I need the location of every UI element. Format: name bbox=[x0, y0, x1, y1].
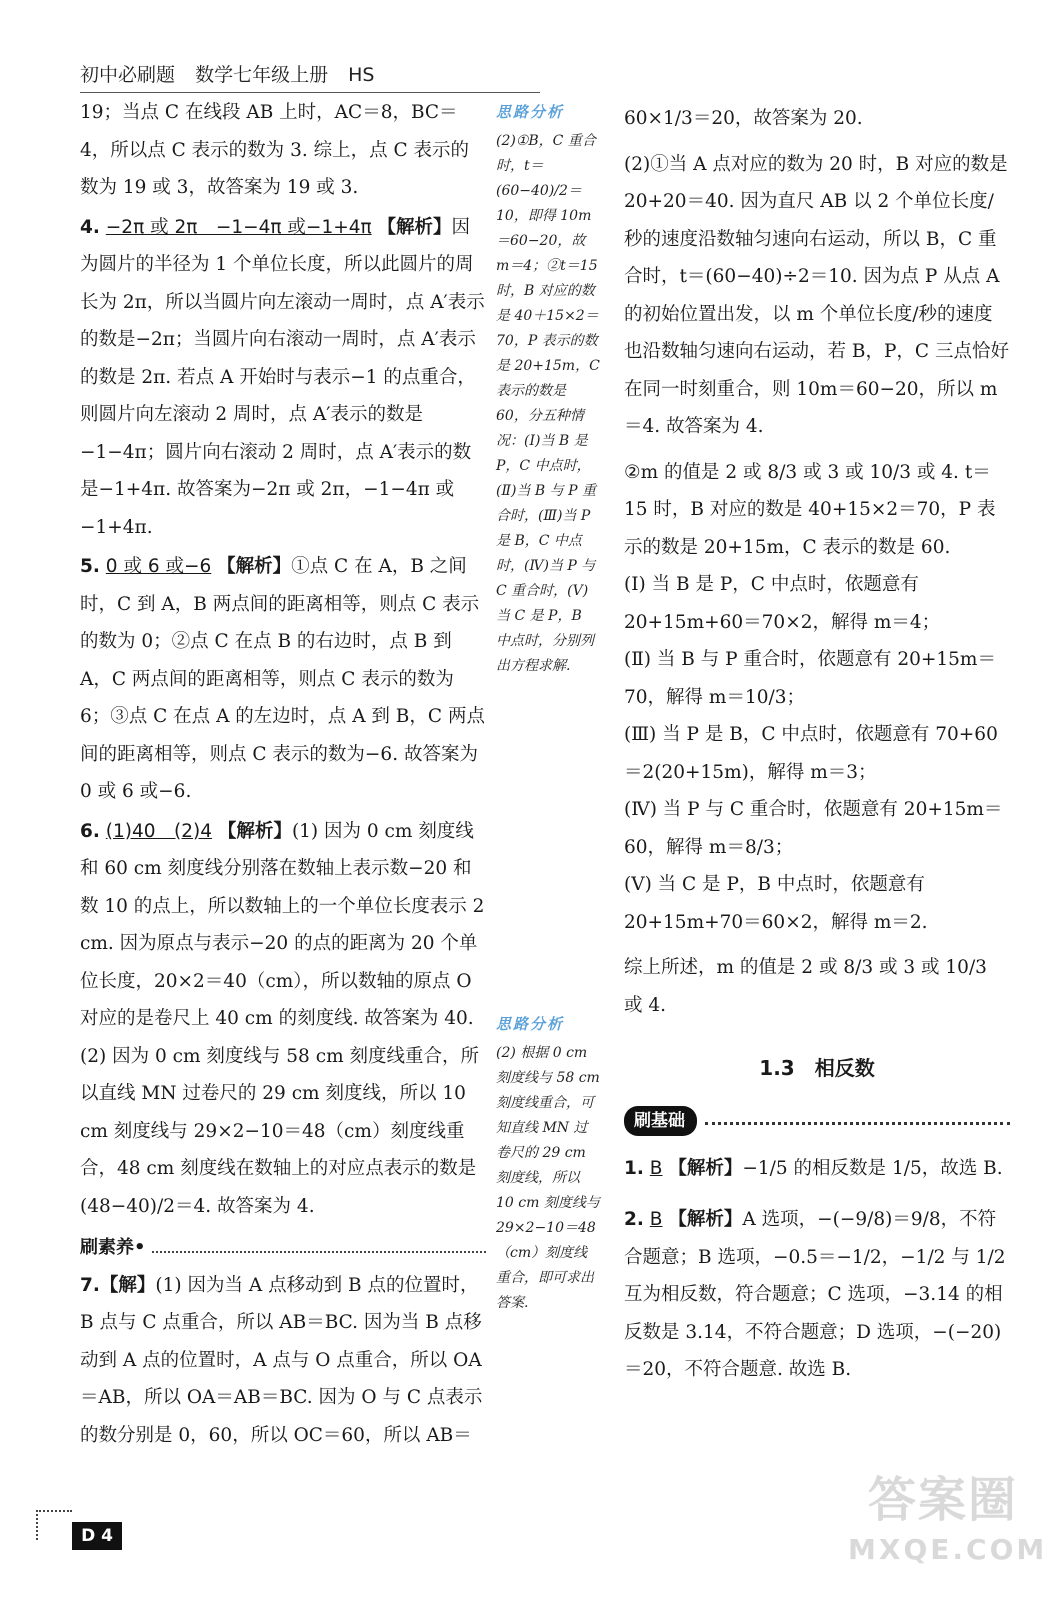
book-title: 初中必刷题 bbox=[80, 64, 176, 86]
question-text: (1) 因为 0 cm 刻度线和 60 cm 刻度线分别落在数轴上表示数−20 和数 10 的点上，所以数轴上的一个单位长度表示 2 cm. 因为原点与表示−20 的点的距离为 20 个单位长度，20×2＝40（cm），所以数轴的原点 O 对应的是卷尺上 40 cm 的刻度线. 故答案为 40. bbox=[80, 820, 485, 1029]
question-number: 5. bbox=[80, 556, 100, 577]
sidebar-text: (2)①B，C 重合时，t＝(60−40)/2＝10，即得 10m＝60−20，故 m＝4；②t＝15 时，B 对应的数是 40＋15×2＝70，P 表示的数是 20+15m，C 表示的数是 60，分五种情况：(Ⅰ)当 B 是 P，C 中点时，(Ⅱ)当 B 与 P 重合时，(Ⅲ)当 P 是 B，C 中点时，(Ⅳ)当 P 与 C 重合时，(Ⅴ)当 C 是 P，B 中点时，分别列出方程求解. bbox=[496, 133, 600, 674]
suyang-heading bbox=[80, 1229, 486, 1267]
basics-badge: 刷基础 bbox=[624, 1106, 697, 1136]
sidebar-analysis-1 bbox=[496, 100, 600, 679]
page-header bbox=[80, 60, 540, 93]
paragraph: 19；当点 C 在线段 AB 上时，AC＝8，BC＝4，所以点 C 表示的数为 3. 综上，点 C 表示的数为 19 或 3，故答案为 19 或 3. bbox=[80, 102, 470, 198]
paragraph: (2) 因为 0 cm 刻度线与 58 cm 刻度线重合，所以直线 MN 过卷尺的 29 cm 刻度线，所以 10 cm 刻度线与 29×2−10＝48（cm）刻度线重合，48 cm 刻度线在数轴上的对应点表示的数是 (48−40)/2＝4. 故答案为 4. bbox=[80, 1045, 479, 1217]
question-text: (1) 因为当 A 点移动到 B 点的位置时，B 点与 C 点重合，所以 AB＝BC. 因为当 B 点移动到 A 点的位置时，A 点与 O 点重合，所以 OA＝AB，所以 OA＝AB＝BC. 因为 O 与 C 点表示的数分别是 0，60，所以 OC＝60，所以 AB＝ bbox=[80, 1274, 483, 1446]
basics-heading bbox=[624, 1106, 1010, 1136]
paragraph: (Ⅳ) 当 P 与 C 重合时，依题意有 20+15m＝60，解得 m＝8/3； bbox=[624, 799, 1003, 858]
page-corner-decoration bbox=[36, 1510, 72, 1540]
jiexi-label: 【解析】 bbox=[217, 556, 292, 577]
paragraph: (2)①当 A 点对应的数为 20 时，B 对应的数是 20+20＝40. 因为直尺 AB 以 2 个单位长度/秒的速度沿数轴匀速向右运动，所以 B，C 重合时，t＝(60−40)÷2＝10. 因为点 P 从点 A 的初始位置出发，以 m 个单位长度/秒的速度也沿数轴匀速向右运动，若 B，P，C 三点恰好在同一时刻重合，则 10m＝60−20，所以 m＝4. 故答案为 4. bbox=[624, 153, 1009, 437]
paragraph: (Ⅰ) 当 B 是 P，C 中点时，依题意有 20+15m+60＝70×2，解得 m＝4； bbox=[624, 574, 941, 633]
watermark-url: MXQE.COM bbox=[848, 1533, 1048, 1566]
page-number: D 4 bbox=[72, 1522, 122, 1550]
question-text: 因为圆片的半径为 1 个单位长度，所以此圆片的周长为 2π，所以当圆片向左滚动一周时，点 A′表示的数是−2π；当圆片向右滚动一周时，点 A′表示的数是 2π. 若点 A 开始时与表示−1 的点重合，则圆片向左滚动 2 周时，点 A′表示的数是−1−4π；圆片向右滚动 2 周时，点 A′表示的数是−1+4π. 故答案为−2π 或 2π，−1−4π 或−1+4π. bbox=[80, 216, 485, 538]
sidebar-title: 思路分析 bbox=[496, 103, 565, 121]
question-6 bbox=[80, 813, 486, 1038]
jiexi-label: 【解析】 bbox=[377, 216, 452, 238]
sidebar-title: 思路分析 bbox=[496, 1015, 565, 1033]
right-column bbox=[624, 100, 1010, 1389]
divider bbox=[152, 1251, 486, 1253]
question-text: A 选项，−(−9/8)＝9/8，不符合题意；B 选项，−0.5＝−1/2，−1/2 与 1/2 互为相反数，符合题意；C 选项，−3.14 的相反数是 3.14，不符合题意；D 选项，−(−20)＝20，不符合题意. 故选 B. bbox=[624, 1209, 1006, 1380]
paragraph: ②m 的值是 2 或 8/3 或 3 或 10/3 或 4. t＝15 时，B 对应的数是 40+15×2＝70，P 表示的数是 20+15m，C 表示的数是 60. bbox=[624, 461, 996, 558]
question-number: 6. bbox=[80, 820, 100, 842]
jiexi-label: 【解析】 bbox=[217, 820, 292, 842]
paragraph: (Ⅲ) 当 P 是 B，C 中点时，依题意有 70+60＝2(20+15m)，解得 m＝3； bbox=[624, 724, 998, 783]
sidebar-analysis-2 bbox=[496, 1012, 600, 1316]
question-4 bbox=[80, 209, 486, 547]
jiexi-label: 【解析】 bbox=[668, 1209, 743, 1230]
subject-title: 数学七年级上册 bbox=[195, 64, 329, 86]
answer: B bbox=[649, 1157, 663, 1179]
watermark-logo bbox=[848, 1470, 1048, 1590]
question-5 bbox=[80, 548, 486, 811]
basic-question-2 bbox=[624, 1201, 1010, 1389]
left-column bbox=[80, 94, 486, 1454]
question-number: 1. bbox=[624, 1157, 644, 1179]
sidebar-text: (2) 根据 0 cm 刻度线与 58 cm 刻度线重合，可知直线 MN 过卷尺的 29 cm 刻度线，所以 10 cm 刻度线与 29×2−10＝48（cm）刻度线重合，即可求出答案. bbox=[496, 1045, 600, 1311]
answer: −2π 或 2π −1−4π 或−1+4π bbox=[105, 216, 372, 238]
question-number: 4. bbox=[80, 216, 100, 238]
paragraph: (Ⅴ) 当 C 是 P，B 中点时，依题意有 20+15m+70＝60×2，解得 m＝2. bbox=[624, 874, 928, 933]
section-title: 1.3 相反数 bbox=[759, 1056, 875, 1080]
paragraph: 60×1/3＝20，故答案为 20. bbox=[624, 108, 863, 129]
jiexi-label: 【解析】 bbox=[668, 1157, 743, 1179]
watermark-text: 答案圈 bbox=[867, 1472, 1018, 1528]
answer: (1)40 (2)4 bbox=[105, 820, 213, 842]
question-number: 7. bbox=[80, 1274, 100, 1296]
question-number: 2. bbox=[624, 1209, 644, 1230]
answer: B bbox=[649, 1209, 663, 1230]
question-text: ①点 C 在 A，B 之间时，C 到 A，B 两点间的距离相等，则点 C 表示的数为 0；②点 C 在点 B 的右边时，点 B 到 A，C 两点间的距离相等，则点 C 表示的数为 6；③点 C 在点 A 的左边时，点 A 到 B，C 两点间的距离相等，则点 C 表示的数为−6. 故答案为 0 或 6 或−6. bbox=[80, 556, 485, 802]
basic-question-1 bbox=[624, 1150, 1010, 1188]
suyang-label: 刷素养• bbox=[80, 1237, 146, 1258]
answer: 0 或 6 或−6 bbox=[105, 556, 212, 577]
paragraph: (Ⅱ) 当 B 与 P 重合时，依题意有 20+15m＝70，解得 m＝10/3； bbox=[624, 649, 996, 708]
paragraph: 综上所述，m 的值是 2 或 8/3 或 3 或 10/3 或 4. bbox=[624, 957, 987, 1016]
edition-label: HS bbox=[348, 64, 375, 86]
question-7 bbox=[80, 1267, 486, 1455]
divider bbox=[705, 1122, 1010, 1125]
jie-label: 【解】 bbox=[99, 1274, 156, 1296]
question-text: −1/5 的相反数是 1/5，故选 B. bbox=[742, 1157, 1003, 1179]
